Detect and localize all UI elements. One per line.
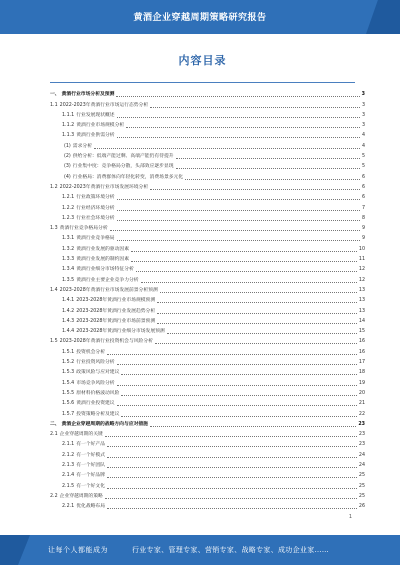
toc-entry-label: 黄酒企业穿越周期的战略方向与应对措施 xyxy=(61,421,148,427)
toc-entry-page: 6 xyxy=(361,184,365,190)
report-footer xyxy=(0,535,400,565)
toc-entry-number: 1.4.4 xyxy=(62,329,75,335)
toc-entry[interactable] xyxy=(50,356,365,366)
toc-entry-page: 18 xyxy=(358,370,365,376)
toc-entry-label: 投资策略分析及建议 xyxy=(76,411,120,417)
toc-entry-page: 21 xyxy=(358,401,365,407)
toc-divider xyxy=(50,82,355,83)
toc-page xyxy=(40,34,365,534)
toc-entry[interactable] xyxy=(50,201,365,211)
toc-entry-page: 24 xyxy=(358,452,365,458)
toc-entry[interactable] xyxy=(50,448,365,458)
toc-entry[interactable] xyxy=(50,253,365,263)
toc-entry-label: 行业集中度：竞争格局分散，头部效应逐步显现 xyxy=(72,164,174,170)
toc-entry-label: 2023-2028年黄酒行业发展趋势分析 xyxy=(76,308,156,314)
toc-entry[interactable] xyxy=(50,263,365,273)
toc-entry-number: 2.2.1 xyxy=(62,504,75,510)
toc-entry-label: 黄酒行业细分市场特征分析 xyxy=(76,267,134,273)
toc-entry-page: 14 xyxy=(358,318,365,324)
toc-entry-number: 1.1.1 xyxy=(62,112,75,118)
toc-entry-number: 1.3 xyxy=(50,226,58,232)
toc-entry-number: 二、 xyxy=(50,421,60,427)
toc-entry-label: 行业格局：消费群体向年轻化转变，消费场景多元化 xyxy=(72,174,184,180)
toc-leader-dots xyxy=(121,416,356,417)
toc-entry-label: 2022-2023年黄酒行业市场发展环境分析 xyxy=(59,184,149,190)
toc-entry-number: 1.1.3 xyxy=(62,133,75,139)
toc-entry-number: 1.4 xyxy=(50,287,58,293)
toc-entry-page: 25 xyxy=(358,493,365,499)
toc-entry-label: 企业穿越周期的关键 xyxy=(59,432,103,438)
toc-entry-page: 23 xyxy=(358,432,365,438)
toc-entry-number: 1.4.2 xyxy=(62,308,75,314)
toc-leader-dots xyxy=(155,343,357,344)
toc-leader-dots xyxy=(107,457,357,458)
toc-entry[interactable] xyxy=(50,397,365,407)
toc-leader-dots xyxy=(94,148,360,149)
toc-entry-page: 20 xyxy=(358,390,365,396)
toc-leader-dots xyxy=(126,127,360,128)
toc-entry-number: 1.5.1 xyxy=(62,349,75,355)
toc-entry-number: (4) xyxy=(64,174,71,180)
toc-entry-number: 1.4.3 xyxy=(62,318,75,324)
toc-leader-dots xyxy=(150,426,356,427)
report-title: 黄酒企业穿越周期策略研究报告 xyxy=(133,13,267,23)
toc-entry-label: 供给分析：低端产能过剩、高端产能仍有待提升 xyxy=(72,154,174,160)
toc-entry-number: 2.1.3 xyxy=(62,462,75,468)
toc-leader-dots xyxy=(157,313,357,314)
toc-leader-dots xyxy=(116,96,359,97)
toc-entry[interactable] xyxy=(50,500,365,510)
toc-entry-page: 6 xyxy=(361,174,365,180)
toc-entry-label: 黄酒行业市场规模分析 xyxy=(76,123,125,129)
toc-entry-page: 11 xyxy=(358,257,365,263)
toc-entry[interactable] xyxy=(50,479,365,489)
toc-entry-label: 有一个好文化 xyxy=(76,483,106,489)
toc-entry-label: 行业社会环境分析 xyxy=(76,215,115,221)
toc-entry[interactable] xyxy=(50,387,365,397)
toc-entry-page: 6 xyxy=(361,195,365,201)
toc-entry-label: 有一个好产品 xyxy=(76,442,106,448)
toc-leader-dots xyxy=(110,230,360,231)
toc-entry-number: 1.2.2 xyxy=(62,205,75,211)
toc-leader-dots xyxy=(167,333,357,334)
toc-entry[interactable] xyxy=(50,160,365,170)
toc-leader-dots xyxy=(107,477,357,478)
toc-entry-number: 1.4.1 xyxy=(62,298,75,304)
toc-entry[interactable] xyxy=(50,459,365,469)
toc-entry[interactable] xyxy=(50,212,365,222)
toc-entry-page: 24 xyxy=(358,462,365,468)
toc-entry[interactable] xyxy=(50,273,365,283)
toc-entry-label: 黄酒行业供需分析 xyxy=(76,133,115,139)
toc-entry-number: (2) xyxy=(64,154,71,160)
toc-entry-page: 26 xyxy=(358,504,365,510)
toc-entry-label: 有一个好品牌 xyxy=(76,473,106,479)
toc-entry-label: 2023-2028年黄酒行业细分市场发展预测 xyxy=(76,329,165,335)
toc-leader-dots xyxy=(107,467,357,468)
toc-leader-dots xyxy=(185,179,360,180)
toc-leader-dots xyxy=(117,117,360,118)
toc-entry-page: 4 xyxy=(361,133,365,139)
toc-entry-label: 黄酒行业竞争格局 xyxy=(76,236,115,242)
toc-entry[interactable] xyxy=(50,335,365,345)
toc-leader-dots xyxy=(117,210,360,211)
toc-entry-page: 10 xyxy=(358,246,365,252)
toc-entry-page: 16 xyxy=(358,339,365,345)
toc-entry-label: 黄酒行业发展的制约因素 xyxy=(76,257,129,263)
toc-leader-dots xyxy=(117,240,360,241)
toc-entry[interactable] xyxy=(50,139,365,149)
report-header xyxy=(0,0,400,34)
toc-entry-label: 行业发展现状概述 xyxy=(76,112,115,118)
toc-leader-dots xyxy=(117,199,360,200)
toc-entry-number: 1.3.1 xyxy=(62,236,75,242)
toc-entry-number: 1.5.6 xyxy=(62,401,75,407)
toc-entry-number: 1.5.3 xyxy=(62,370,75,376)
footer-slogan-right: 行业专家、管理专家、营销专家、战略专家、成功企业家…… xyxy=(132,546,330,554)
toc-entry-label: 2022-2023年黄酒行业市场运行态势分析 xyxy=(59,102,149,108)
toc-leader-dots xyxy=(117,364,357,365)
toc-entry-label: 黄酒行业发展的驱动因素 xyxy=(76,246,129,252)
toc-entry-page: 13 xyxy=(358,287,365,293)
toc-entry[interactable] xyxy=(50,284,365,294)
toc-leader-dots xyxy=(160,292,357,293)
toc-entry-page: 15 xyxy=(358,329,365,335)
toc-leader-dots xyxy=(117,405,357,406)
toc-entry-page: 3 xyxy=(361,123,365,129)
toc-entry[interactable] xyxy=(50,315,365,325)
toc-leader-dots xyxy=(131,251,357,252)
toc-entry-label: 需求分析 xyxy=(72,143,92,149)
toc-leader-dots xyxy=(117,220,360,221)
toc-entry-number: 1.3.5 xyxy=(62,277,75,283)
toc-entry-label: 2023-2028年黄酒行业市场发展前景分析预测 xyxy=(59,287,158,293)
toc-leader-dots xyxy=(141,282,357,283)
toc-entry-page: 19 xyxy=(358,380,365,386)
toc-entry-number: 1.1.2 xyxy=(62,123,75,129)
toc-leader-dots xyxy=(176,168,360,169)
toc-entry-page: 5 xyxy=(361,164,365,170)
toc-entry[interactable] xyxy=(50,366,365,376)
toc-leader-dots xyxy=(176,158,360,159)
toc-entry-label: 2023-2028年黄酒行业投资机会与风险分析 xyxy=(59,339,153,345)
toc-leader-dots xyxy=(157,302,357,303)
toc-entry-label: 行业政策环境分析 xyxy=(76,195,115,201)
toc-entry-label: 2023-2028年黄酒行业市场规模预测 xyxy=(76,298,156,304)
toc-entry-label: 黄酒行业主要企业竞争力分析 xyxy=(76,277,139,283)
toc-entry[interactable] xyxy=(50,129,365,139)
toc-entry[interactable] xyxy=(50,119,365,129)
toc-entry-number: 1.5.5 xyxy=(62,390,75,396)
toc-entry-label: 行业经济环境分析 xyxy=(76,205,115,211)
toc-entry-label: 有一个好模式 xyxy=(76,452,106,458)
toc-entry[interactable] xyxy=(50,232,365,242)
toc-entry-label: 黄酒行业市场分析及预测 xyxy=(61,92,115,98)
toc-entry-number: 2.1.2 xyxy=(62,452,75,458)
footer-edge-decoration xyxy=(0,535,30,565)
toc-entry[interactable] xyxy=(50,242,365,252)
toc-entry-label: 政策风险与应对建议 xyxy=(76,370,120,376)
toc-entry-number: 1.5 xyxy=(50,339,58,345)
toc-entry[interactable] xyxy=(50,428,365,438)
toc-leader-dots xyxy=(150,189,360,190)
toc-leader-dots xyxy=(107,354,357,355)
toc-entry-number: 1.5.2 xyxy=(62,360,75,366)
toc-entry-page: 8 xyxy=(361,215,365,221)
toc-list xyxy=(50,88,365,510)
toc-leader-dots xyxy=(131,261,357,262)
toc-entry-number: 1.5.7 xyxy=(62,411,75,417)
toc-entry-page: 9 xyxy=(361,236,365,242)
toc-entry-page: 3 xyxy=(361,102,365,108)
toc-entry-number: (1) xyxy=(64,143,71,149)
toc-leader-dots xyxy=(107,508,357,509)
toc-entry-number: 一、 xyxy=(50,92,60,98)
toc-entry-page: 5 xyxy=(361,154,365,160)
toc-entry-label: 原材料价格波动风险 xyxy=(76,390,120,396)
toc-entry[interactable] xyxy=(50,407,365,417)
toc-entry-page: 22 xyxy=(358,411,365,417)
toc-entry-number: 2.1.4 xyxy=(62,473,75,479)
page-number: 1 xyxy=(348,514,352,520)
toc-entry[interactable] xyxy=(50,222,365,232)
toc-entry-number: 1.3.2 xyxy=(62,246,75,252)
toc-leader-dots xyxy=(117,385,357,386)
toc-entry-number: 1.2.3 xyxy=(62,215,75,221)
toc-entry-label: 市场竞争风险分析 xyxy=(76,380,115,386)
toc-entry-page: 13 xyxy=(358,298,365,304)
toc-heading: 内容目录 xyxy=(178,54,227,67)
toc-leader-dots xyxy=(157,323,357,324)
toc-entry-page: 25 xyxy=(358,473,365,479)
toc-entry-number: 1.5.4 xyxy=(62,380,75,386)
toc-entry[interactable] xyxy=(50,170,365,180)
toc-entry-number: 1.3.4 xyxy=(62,267,75,273)
toc-leader-dots xyxy=(150,107,360,108)
toc-entry-page: 23 xyxy=(358,421,365,427)
toc-leader-dots xyxy=(121,395,356,396)
toc-entry-page: 13 xyxy=(358,308,365,314)
toc-leader-dots xyxy=(117,137,360,138)
toc-entry[interactable] xyxy=(50,469,365,479)
toc-entry-page: 12 xyxy=(358,267,365,273)
toc-entry-page: 16 xyxy=(358,349,365,355)
toc-entry-page: 25 xyxy=(358,483,365,489)
toc-entry-label: 2023-2028年黄酒行业市场前景预测 xyxy=(76,318,156,324)
toc-entry-page: 17 xyxy=(358,360,365,366)
toc-leader-dots xyxy=(136,271,357,272)
toc-entry-number: 1.1 xyxy=(50,102,58,108)
toc-entry[interactable] xyxy=(50,294,365,304)
toc-entry-label: 有一个好团队 xyxy=(76,462,106,468)
toc-entry-number: 1.3.3 xyxy=(62,257,75,263)
toc-entry-number: 1.2.1 xyxy=(62,195,75,201)
toc-entry-page: 4 xyxy=(361,143,365,149)
toc-entry[interactable] xyxy=(50,376,365,386)
toc-entry-number: 2.1 xyxy=(50,432,58,438)
toc-entry[interactable] xyxy=(50,181,365,191)
toc-entry-number: 2.1.5 xyxy=(62,483,75,489)
toc-entry-page: 7 xyxy=(361,205,365,211)
toc-entry-page: 9 xyxy=(361,226,365,232)
toc-entry[interactable] xyxy=(50,98,365,108)
toc-entry-number: 2.2 xyxy=(50,493,58,499)
toc-entry-label: 投资机会分析 xyxy=(76,349,106,355)
toc-entry-page: 23 xyxy=(358,442,365,448)
toc-entry[interactable] xyxy=(50,345,365,355)
toc-entry[interactable] xyxy=(50,109,365,119)
toc-entry[interactable] xyxy=(50,191,365,201)
toc-entry-number: (3) xyxy=(64,164,71,170)
toc-entry[interactable] xyxy=(50,304,365,314)
toc-entry[interactable] xyxy=(50,418,365,428)
toc-entry-page: 3 xyxy=(361,112,365,118)
toc-entry-label: 行业投资风险分析 xyxy=(76,360,115,366)
toc-entry-page: 12 xyxy=(358,277,365,283)
toc-entry[interactable] xyxy=(50,325,365,335)
toc-leader-dots xyxy=(105,498,357,499)
toc-entry-label: 优化战略布局 xyxy=(76,504,106,510)
toc-entry-label: 黄酒行业竞争格局分析 xyxy=(59,226,108,232)
toc-entry[interactable] xyxy=(50,150,365,160)
toc-entry-number: 2.1.1 xyxy=(62,442,75,448)
toc-entry[interactable] xyxy=(50,438,365,448)
toc-leader-dots xyxy=(107,446,357,447)
toc-leader-dots xyxy=(107,488,357,489)
toc-entry[interactable] xyxy=(50,88,365,98)
toc-entry-page: 3 xyxy=(361,92,365,98)
toc-entry-label: 企业穿越周期的策略 xyxy=(59,493,103,499)
toc-leader-dots xyxy=(105,436,357,437)
toc-leader-dots xyxy=(121,374,356,375)
toc-entry-label: 黄酒行业投资建议 xyxy=(76,401,115,407)
toc-entry[interactable] xyxy=(50,490,365,500)
footer-slogan-left: 让每个人都能成为 xyxy=(48,546,108,554)
toc-entry-number: 1.2 xyxy=(50,184,58,190)
